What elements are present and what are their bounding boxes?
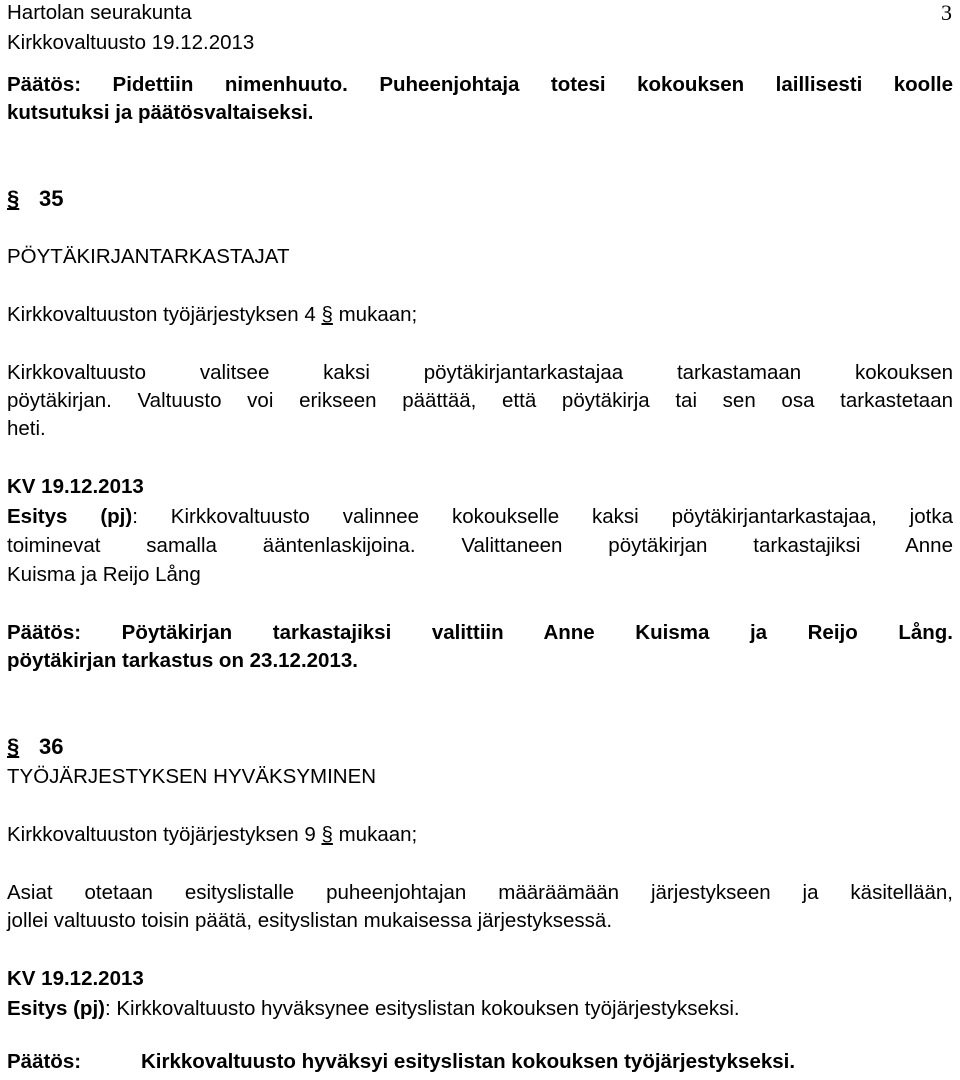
- section-35-rule-line1: Kirkkovaltuusto valitsee kaksi pöytäkirjantarkastajaa tarkastamaan kokouksen: [7, 361, 953, 384]
- section-36-kv-date: KV 19.12.2013: [7, 967, 144, 990]
- header-meeting: Kirkkovaltuusto 19.12.2013: [7, 31, 255, 54]
- section-mark: §: [7, 186, 20, 211]
- decision-label: Päätös:: [7, 1050, 82, 1073]
- section-35-rule-ref: [7, 302, 953, 328]
- rule-ref-text: Kirkkovaltuuston työjärjestyksen 4: [7, 303, 316, 326]
- section-36-decision: [7, 1049, 953, 1075]
- section-36-rule-line1: Asiat otetaan esityslistalle puheenjohtajan määräämään järjestykseen ja käsitellään,: [7, 881, 953, 904]
- section-35-esitys-line2: toiminevat samalla ääntenlaskijoina. Valittaneen pöytäkirjan tarkastajiksi Anne: [7, 534, 953, 557]
- section-mark: §: [7, 734, 20, 759]
- section-35-esitys-line3: Kuisma ja Reijo Lång: [7, 563, 201, 586]
- section-36-rule-line2: jollei valtuusto toisin päätä, esityslistan mukaisessa järjestyksessä.: [7, 909, 613, 932]
- section-number: 35: [39, 186, 64, 211]
- section-35-rule-line3: heti.: [7, 417, 46, 440]
- esitys-text: : Kirkkovaltuusto hyväksynee esityslistan kokouksen työjärjestykseksi.: [104, 997, 740, 1020]
- section-35-decision-line2: pöytäkirjan tarkastus on 23.12.2013.: [7, 649, 358, 672]
- esitys-label: Esitys (pj): [7, 997, 105, 1020]
- section-36-esitys: [7, 996, 953, 1022]
- rule-ref-suffix: mukaan;: [338, 823, 418, 846]
- decision-rollcall-line1: Päätös: Pidettiin nimenhuuto. Puheenjohtaja totesi kokouksen laillisesti koolle: [7, 73, 953, 96]
- decision-rollcall-line2: kutsutuksi ja päätösvaltaiseksi.: [7, 101, 314, 124]
- decision-text: Kirkkovaltuusto hyväksyi esityslistan kokouksen työjärjestykseksi.: [141, 1050, 796, 1073]
- section-35-heading: [7, 186, 953, 212]
- page-number: 3: [941, 0, 952, 25]
- rule-ref-suffix: mukaan;: [338, 303, 418, 326]
- section-36-title: TYÖJÄRJESTYKSEN HYVÄKSYMINEN: [7, 765, 377, 788]
- section-35-title: PÖYTÄKIRJANTARKASTAJAT: [7, 245, 290, 268]
- section-35-decision-line1: Päätös: Pöytäkirjan tarkastajiksi valittiin Anne Kuisma ja Reijo Lång.: [7, 621, 953, 644]
- esitys-text: : Kirkkovaltuusto valinnee kokoukselle kaksi pöytäkirjantarkastajaa, jotka: [132, 505, 953, 528]
- section-36-rule-ref: [7, 822, 953, 848]
- section-mark: §: [321, 303, 333, 326]
- section-36-heading: [7, 734, 953, 760]
- section-35-kv-date: KV 19.12.2013: [7, 475, 144, 498]
- section-35-esitys-line1: [7, 504, 953, 530]
- esitys-label: Esitys (pj): [7, 505, 133, 528]
- section-number: 36: [39, 734, 64, 759]
- section-mark: §: [321, 823, 333, 846]
- section-35-rule-line2: pöytäkirjan. Valtuusto voi erikseen päättää, että pöytäkirja tai sen osa tarkastetaan: [7, 389, 953, 412]
- rule-ref-text: Kirkkovaltuuston työjärjestyksen 9: [7, 823, 316, 846]
- header-org: Hartolan seurakunta: [7, 1, 192, 24]
